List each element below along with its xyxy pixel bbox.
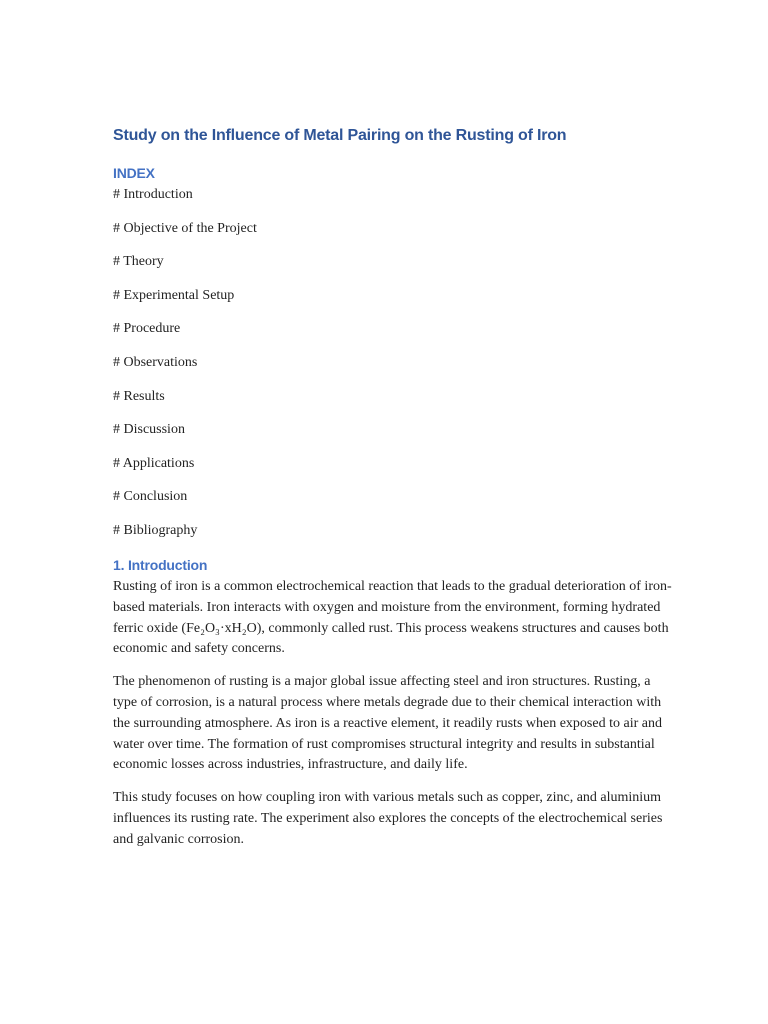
index-item-procedure: # Procedure	[113, 321, 181, 337]
introduction-paragraph-3: This study focuses on how coupling iron with various metals such as copper, zinc, and aluminium influences its rusting rate. The experiment also explores the concepts of the electrochemical series and galvanic corrosion.	[113, 790, 663, 847]
document-page	[113, 124, 673, 863]
index-item-experimental-setup: # Experimental Setup	[113, 287, 235, 303]
index-item-observations: # Observations	[113, 354, 198, 370]
index-item-bibliography: # Bibliography	[113, 522, 198, 538]
introduction-paragraph-2: The phenomenon of rusting is a major global issue affecting steel and iron structures. Rusting, a type of corrosion, is a natural process where metals degrade due to their chemical interaction with the surrounding atmosphere. As iron is a reactive element, it readily rusts when exposed to air and water over time. The formation of rust compromises structural integrity and results in substantial economic losses across industries, infrastructure, and daily life.	[113, 674, 662, 773]
index-item-applications: # Applications	[113, 455, 195, 471]
index-item-introduction: # Introduction	[113, 187, 193, 202]
document-title: Study on the Influence of Metal Pairing on the Rusting of Iron	[113, 127, 567, 144]
index-item-discussion: # Discussion	[113, 422, 185, 438]
index-heading: INDEX	[113, 165, 155, 181]
index-item-theory: # Theory	[113, 254, 164, 270]
index-list	[113, 185, 673, 541]
index-item-conclusion: # Conclusion	[113, 489, 188, 505]
index-item-results: # Results	[113, 388, 165, 404]
introduction-paragraph-1: Rusting of iron is a common electrochemical reaction that leads to the gradual deterioration of iron-based materials. Iron interacts with oxygen and moisture from the environment, forming hydrated ferric oxide (Fe₂O₃·xH₂O), commonly called rust. This process weakens structures and causes both economic and safety concerns.	[113, 578, 672, 657]
introduction-heading: 1. Introduction	[113, 556, 208, 573]
index-item-objective: # Objective of the Project	[113, 220, 257, 236]
